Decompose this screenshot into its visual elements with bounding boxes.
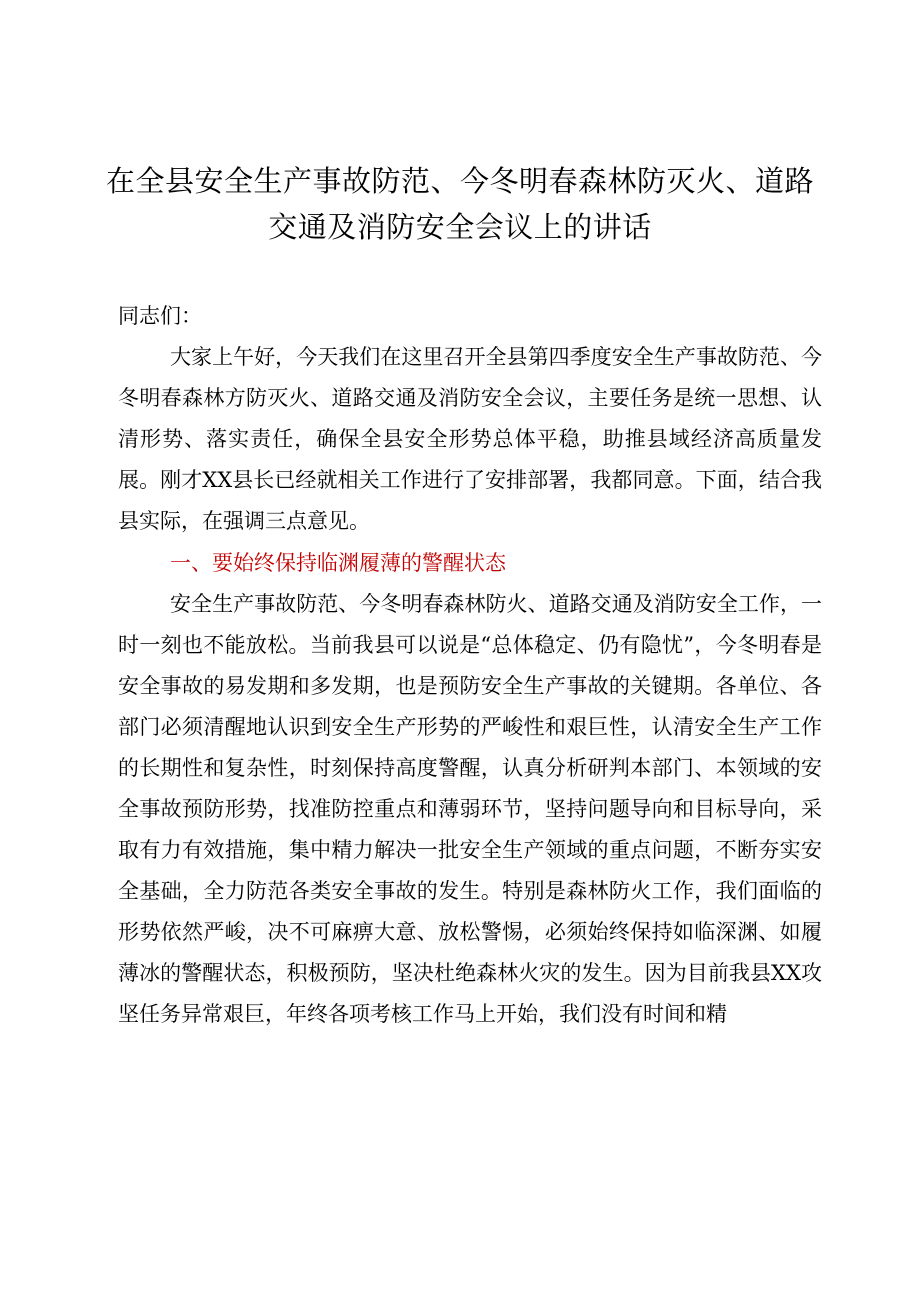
opening-paragraph: 大家上午好，今天我们在这里召开全县第四季度安全生产事故防范、今冬明春森林方防灭火、道路交通及消防安全会议，主要任务是统一思想、认清形势、落实责任，确保全县安全形势总体平稳，助推县域经济高质量发展。刚才XX县长已经就相关工作进行了安排部署，我都同意。下面，结合我县实际，在强调三点意见。 — [118, 345, 822, 533]
section-1-paragraph: 安全生产事故防范、今冬明春森林防火、道路交通及消防安全工作，一时一刻也不能放松。当前我县可以说是“总体稳定、仍有隐忧”，今冬明春是安全事故的易发期和多发期，也是预防安全生产事故的关键期。各单位、各部门必须清醒地认识到安全生产形势的严峻性和艰巨性，认清安全生产工作的长期性和复杂性，时刻保持高度警醒，认真分析研判本部门、本领域的安全事故预防形势，找准防控重点和薄弱环节，坚持问题导向和目标导向，采取有力有效措施，集中精力解决一批安全生产领域的重点问题，不断夯实安全基础，全力防范各类安全事故的发生。特别是森林防火工作，我们面临的形势依然严峻，决不可麻痹大意、放松警惕，必须始终保持如临深渊、如履薄冰的警醒状态，积极预防，坚决杜绝森林火灾的发生。因为目前我县XX攻坚任务异常艰巨，年终各项考核工作马上开始，我们没有时间和精 — [118, 592, 822, 1026]
page-title: 在全县安全生产事故防范、今冬明春森林防灭火、道路交通及消防安全会议上的讲话 — [105, 164, 814, 244]
section-heading-1: 一、要始终保持临渊履薄的警醒状态 — [170, 551, 506, 575]
salutation: 同志们： — [118, 304, 202, 328]
document-body — [118, 296, 822, 1035]
